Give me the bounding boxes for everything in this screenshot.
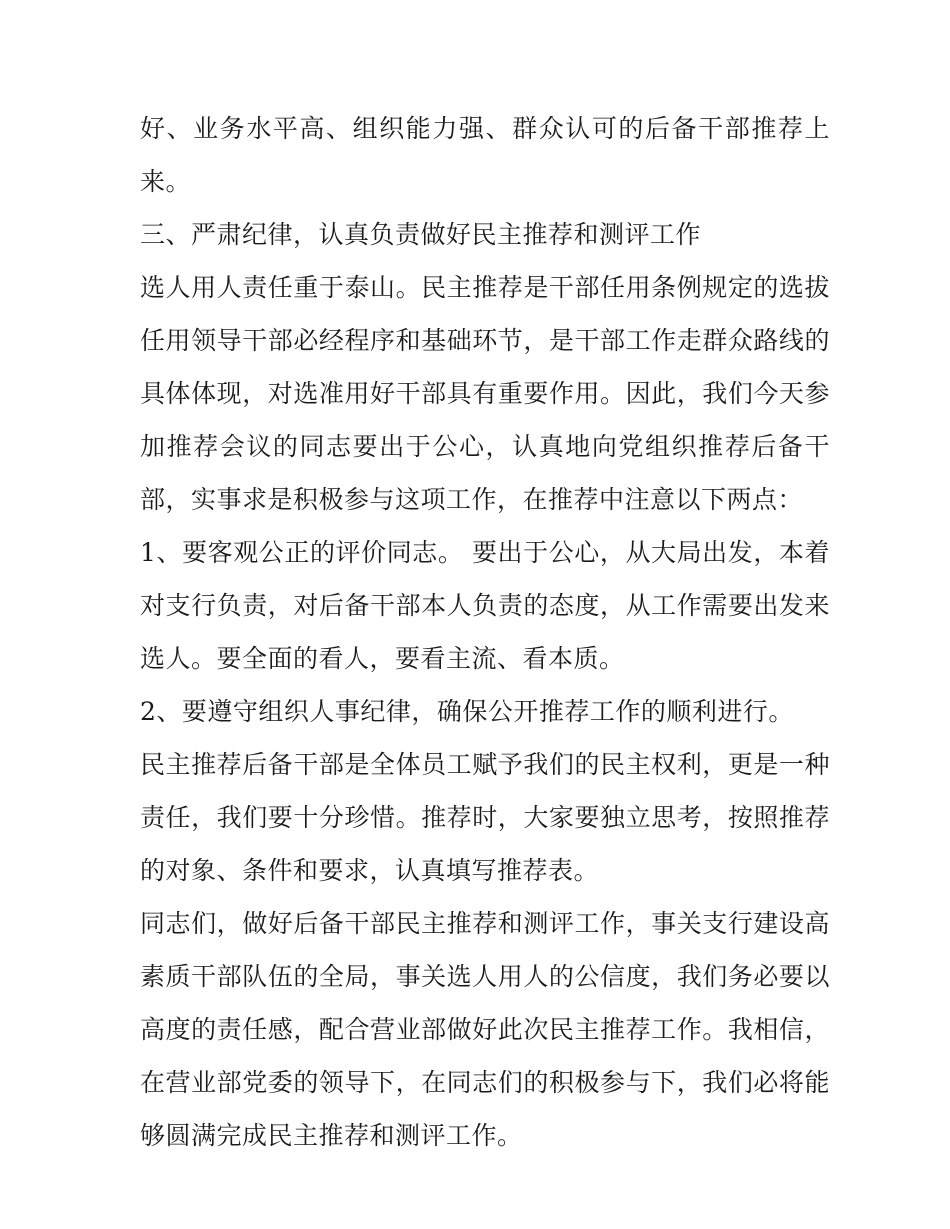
point-two: 2、要遵守组织人事纪律，确保公开推荐工作的顺利进行。 (140, 697, 794, 726)
paragraph-continuation: 好、业务水平高、组织能力强、群众认可的后备干部推荐上来。 (140, 114, 830, 196)
document-body (140, 102, 830, 1162)
paragraph-rights: 民主推荐后备干部是全体员工赋予我们的民主权利，更是一种责任，我们要十分珍惜。推荐时，大家要独立思考，按照推荐的对象、条件和要求，认真填写推荐表。 (140, 750, 830, 885)
section-heading: 三、严肃纪律，认真负责做好民主推荐和测评工作 (140, 220, 702, 249)
paragraph-closing: 同志们，做好后备干部民主推荐和测评工作，事关支行建设高素质干部队伍的全局，事关选人用人的公信度，我们务必要以高度的责任感，配合营业部做好此次民主推荐工作。我相信，在营业部党委的领导下，在同志们的积极参与下，我们必将能够圆满完成民主推荐和测评工作。 (140, 909, 830, 1150)
paragraph-responsibility: 选人用人责任重于泰山。民主推荐是干部任用条例规定的选拔任用领导干部必经程序和基础环节，是干部工作走群众路线的具体体现，对选准用好干部具有重要作用。因此，我们今天参加推荐会议的同志要出于公心，认真地向党组织推荐后备干部，实事求是积极参与这项工作，在推荐中注意以下两点： (140, 273, 830, 514)
point-one: 1、要客观公正的评价同志。 要出于公心，从大局出发，本着对支行负责，对后备干部本人负责的态度，从工作需要出发来选人。要全面的看人，要看主流、看本质。 (140, 538, 830, 673)
